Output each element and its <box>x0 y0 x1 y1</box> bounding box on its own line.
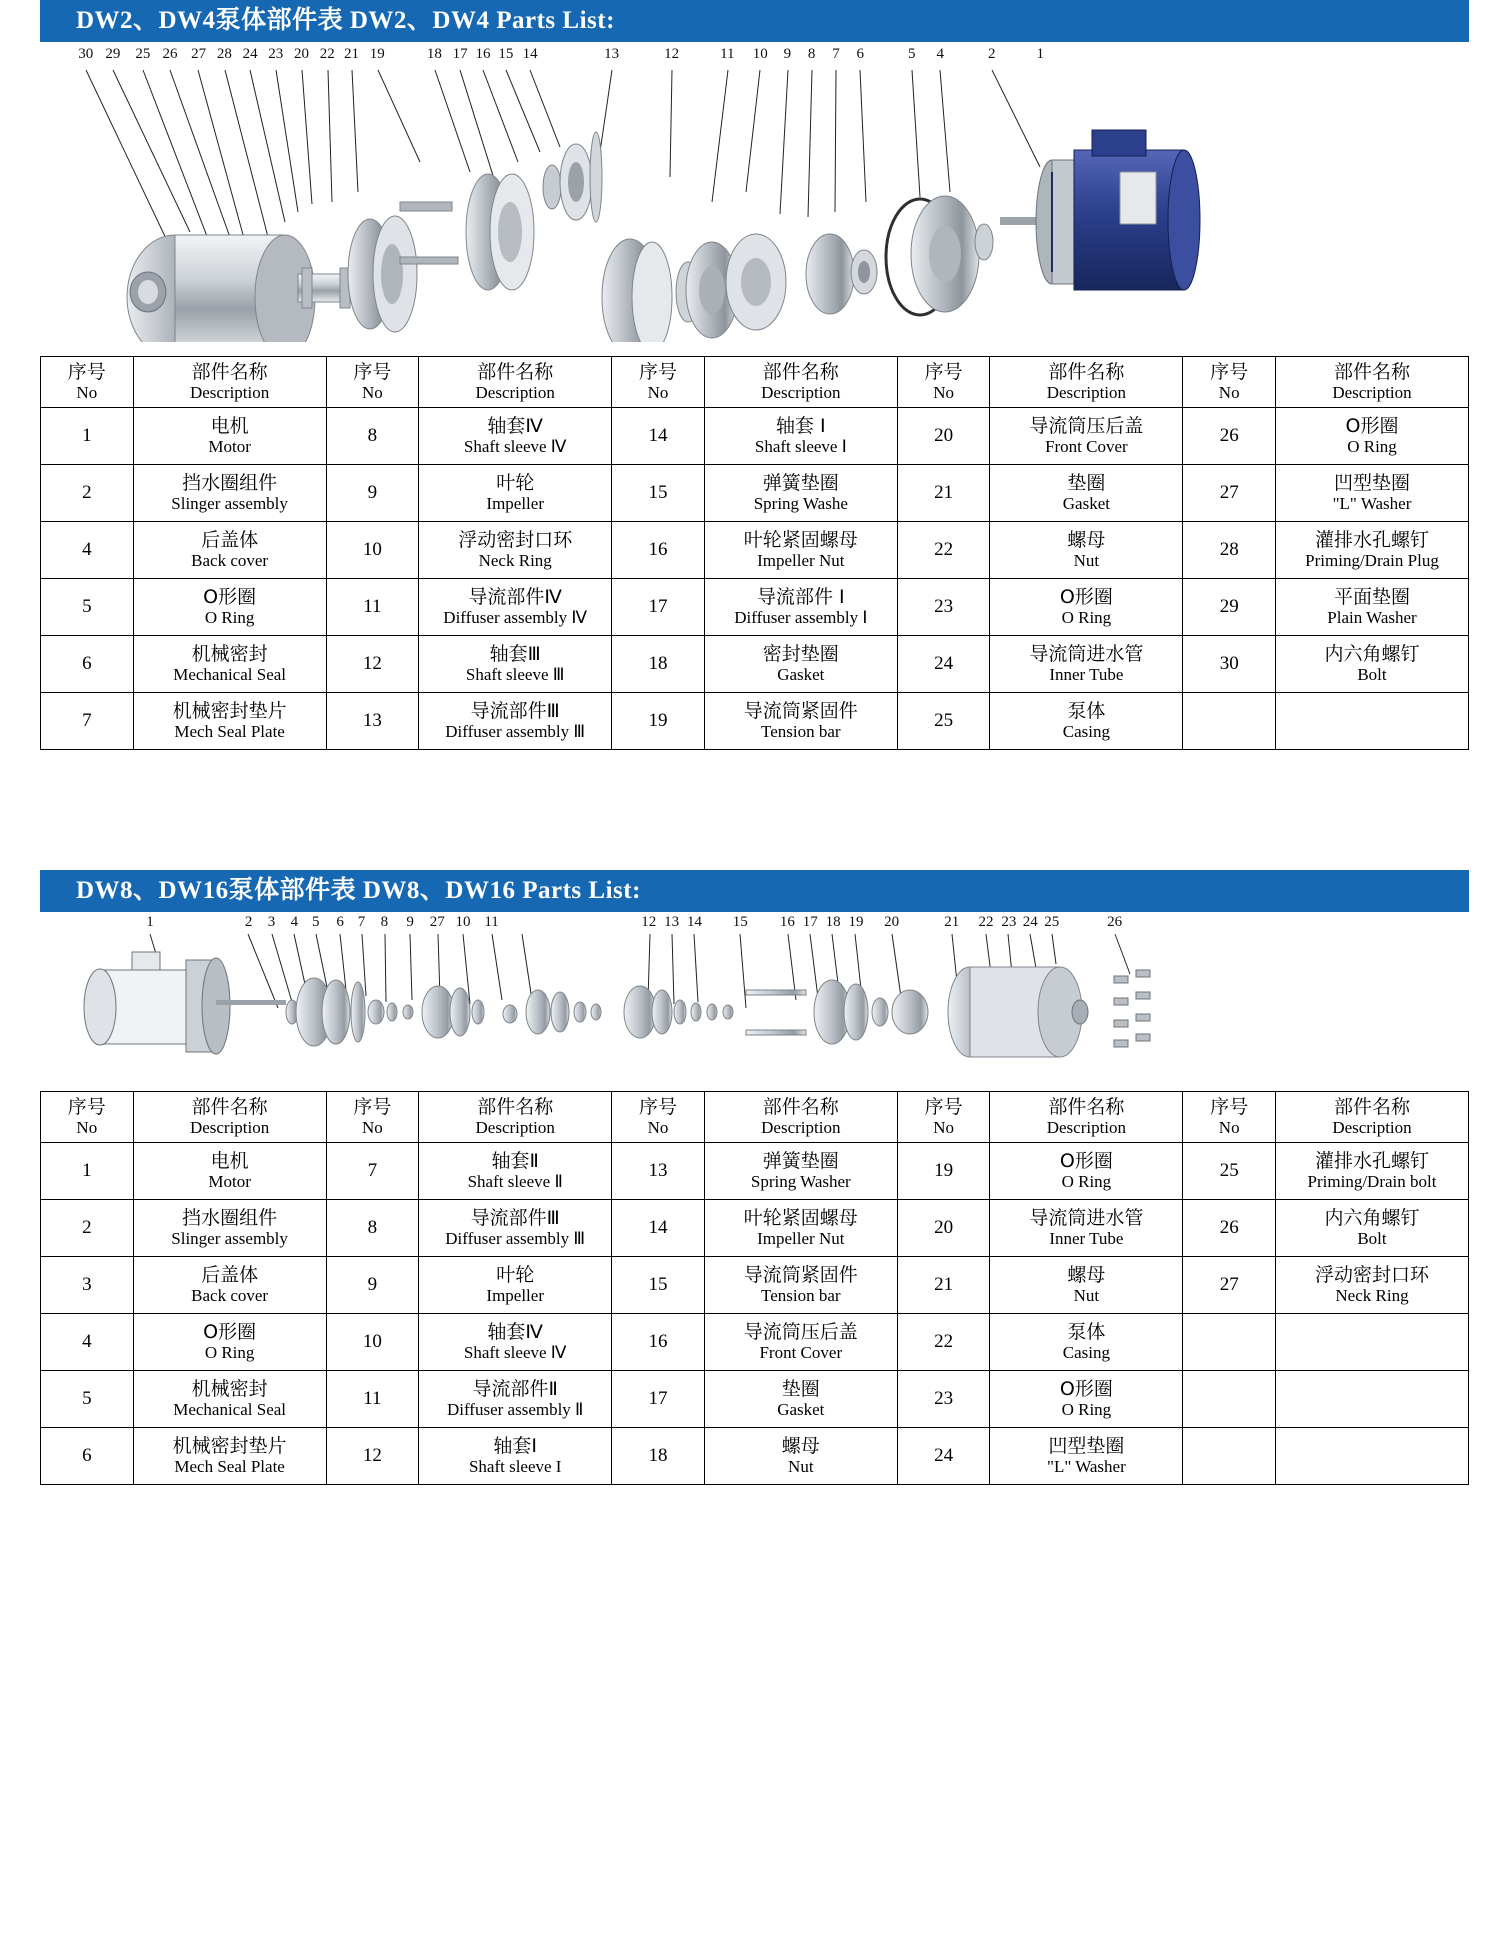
part-desc: 轴套Ⅳ Shaft sleeve Ⅳ <box>419 1314 612 1371</box>
part-no: 13 <box>612 1143 705 1200</box>
part-no: 5 <box>41 579 134 636</box>
part-desc: 轴套Ⅳ Shaft sleeve Ⅳ <box>419 408 612 465</box>
header-desc-4: 部件名称 Description <box>990 1092 1183 1143</box>
callout-9: 9 <box>406 914 414 930</box>
callout-6: 6 <box>336 914 344 930</box>
part-no: 12 <box>326 1428 419 1485</box>
part-desc: 导流筒压后盖 Front Cover <box>990 408 1183 465</box>
callout-17: 17 <box>802 914 818 930</box>
part-desc: 叶轮紧固螺母 Impeller Nut <box>704 522 897 579</box>
section-header-text: DW2、DW4泵体部件表 DW2、DW4 Parts List: <box>76 7 615 34</box>
part-no: 5 <box>41 1371 134 1428</box>
part-no: 16 <box>612 1314 705 1371</box>
section-header-dw8-dw16 <box>40 870 1469 912</box>
part-desc: 垫圈 Gasket <box>990 465 1183 522</box>
callout-19: 19 <box>369 46 385 62</box>
part-desc: 挡水圈组件 Slinger assembly <box>133 465 326 522</box>
callout-11: 11 <box>720 46 735 62</box>
part-no: 23 <box>897 1371 990 1428</box>
part-desc: 轴套Ⅱ Shaft sleeve Ⅱ <box>419 1143 612 1200</box>
part-no: 2 <box>41 465 134 522</box>
part-desc: O形圈 O Ring <box>990 1371 1183 1428</box>
part-desc: 导流部件Ⅱ Diffuser assembly Ⅱ <box>419 1371 612 1428</box>
callout-17: 17 <box>452 46 468 62</box>
part-desc <box>1276 1314 1469 1371</box>
part-no: 17 <box>612 579 705 636</box>
callout-2: 2 <box>244 914 253 930</box>
part-no: 19 <box>897 1143 990 1200</box>
part-desc: 轴套Ⅰ Shaft sleeve I <box>419 1428 612 1485</box>
part-desc: 灌排水孔螺钉 Priming/Drain bolt <box>1276 1143 1469 1200</box>
part-no: 4 <box>41 522 134 579</box>
part-no: 16 <box>612 522 705 579</box>
part-no: 10 <box>326 1314 419 1371</box>
front-cover-graphic <box>886 196 993 315</box>
part-desc: 导流部件Ⅲ Diffuser assembly Ⅲ <box>419 1200 612 1257</box>
header-desc-3: 部件名称 Description <box>704 1092 897 1143</box>
part-desc: 导流筒进水管 Inner Tube <box>990 636 1183 693</box>
part-desc: 弹簧垫圈 Spring Washe <box>704 465 897 522</box>
part-desc: 后盖体 Back cover <box>133 522 326 579</box>
part-desc: 轴套 Ⅰ Shaft sleeve Ⅰ <box>704 408 897 465</box>
part-desc: 螺母 Nut <box>990 522 1183 579</box>
part-desc: 叶轮紧固螺母 Impeller Nut <box>704 1200 897 1257</box>
part-no: 1 <box>41 408 134 465</box>
pump-casing-graphic <box>127 235 315 342</box>
callout-2: 2 <box>987 46 996 62</box>
callout-27: 27 <box>429 914 445 930</box>
callout-12: 12 <box>641 914 657 930</box>
part-desc: 叶轮 Impeller <box>419 1257 612 1314</box>
header-desc-1: 部件名称 Description <box>133 357 326 408</box>
part-desc: 电机 Motor <box>133 408 326 465</box>
table-row <box>41 1257 1469 1314</box>
callout-10: 10 <box>455 914 471 930</box>
table-row <box>41 579 1469 636</box>
callout-4: 4 <box>290 914 299 930</box>
part-no: 13 <box>326 693 419 750</box>
part-desc: O形圈 O Ring <box>133 579 326 636</box>
callout-1: 1 <box>1036 46 1045 62</box>
parts-table-dw8-dw16 <box>40 1091 1469 1485</box>
part-no <box>1183 1314 1276 1371</box>
callout-8: 8 <box>807 46 816 62</box>
section-header-text: DW8、DW16泵体部件表 DW8、DW16 Parts List: <box>76 877 641 904</box>
callout-19: 19 <box>848 914 864 930</box>
part-no: 6 <box>41 636 134 693</box>
part-no: 24 <box>897 1428 990 1485</box>
part-desc <box>1276 693 1469 750</box>
callout-13: 13 <box>664 914 680 930</box>
callout-16: 16 <box>475 46 491 62</box>
part-no: 22 <box>897 522 990 579</box>
table-row <box>41 1314 1469 1371</box>
part-desc: 垫圈 Gasket <box>704 1371 897 1428</box>
motor-graphic <box>1000 130 1200 290</box>
header-desc-2: 部件名称 Description <box>419 1092 612 1143</box>
callout-9: 9 <box>783 46 792 62</box>
header-no-4: 序号 No <box>897 1092 990 1143</box>
part-no: 29 <box>1183 579 1276 636</box>
callout-22: 22 <box>319 46 335 62</box>
table-row <box>41 636 1469 693</box>
part-no <box>1183 693 1276 750</box>
callout-1: 1 <box>146 914 154 930</box>
header-desc-2: 部件名称 Description <box>419 357 612 408</box>
part-no: 8 <box>326 408 419 465</box>
header-desc-5: 部件名称 Description <box>1276 1092 1469 1143</box>
part-desc: 轴套Ⅲ Shaft sleeve Ⅲ <box>419 636 612 693</box>
part-no: 17 <box>612 1371 705 1428</box>
part-desc: 浮动密封口环 Neck Ring <box>419 522 612 579</box>
part-desc: 机械密封垫片 Mech Seal Plate <box>133 693 326 750</box>
part-desc <box>1276 1428 1469 1485</box>
callout-7: 7 <box>357 914 366 930</box>
part-no: 15 <box>612 465 705 522</box>
table-row <box>41 1371 1469 1428</box>
callout-15: 15 <box>498 46 514 62</box>
part-no: 21 <box>897 1257 990 1314</box>
header-no-2: 序号 No <box>326 1092 419 1143</box>
part-no: 10 <box>326 522 419 579</box>
part-desc: 导流筒紧固件 Tension bar <box>704 1257 897 1314</box>
part-desc: 平面垫圈 Plain Washer <box>1276 579 1469 636</box>
header-no-5: 序号 No <box>1183 1092 1276 1143</box>
callout-21: 21 <box>944 914 960 930</box>
callout-27: 27 <box>191 46 207 62</box>
header-no-5: 序号 No <box>1183 357 1276 408</box>
callout-6: 6 <box>856 46 864 62</box>
exploded-view-illustration-1 <box>40 42 1469 342</box>
part-no: 19 <box>612 693 705 750</box>
header-desc-1: 部件名称 Description <box>133 1092 326 1143</box>
part-no: 30 <box>1183 636 1276 693</box>
callout-5: 5 <box>312 914 320 930</box>
callout-26: 26 <box>162 46 178 62</box>
part-no: 3 <box>41 1257 134 1314</box>
header-desc-4: 部件名称 Description <box>990 357 1183 408</box>
part-desc <box>1276 1371 1469 1428</box>
part-no: 2 <box>41 1200 134 1257</box>
part-desc: 凹型垫圈 "L" Washer <box>1276 465 1469 522</box>
callout-7: 7 <box>832 46 840 62</box>
part-no <box>1183 1371 1276 1428</box>
part-desc: 导流部件 Ⅰ Diffuser assembly Ⅰ <box>704 579 897 636</box>
part-desc: 泵体 Casing <box>990 1314 1183 1371</box>
header-no-4: 序号 No <box>897 357 990 408</box>
part-desc: 后盖体 Back cover <box>133 1257 326 1314</box>
diffuser-assembly-graphic <box>348 132 602 332</box>
part-no: 6 <box>41 1428 134 1485</box>
table-row <box>41 408 1469 465</box>
part-no: 15 <box>612 1257 705 1314</box>
header-no-1: 序号 No <box>41 357 134 408</box>
part-no: 22 <box>897 1314 990 1371</box>
part-no: 24 <box>897 636 990 693</box>
part-desc: 螺母 Nut <box>704 1428 897 1485</box>
part-desc: 导流筒进水管 Inner Tube <box>990 1200 1183 1257</box>
part-desc: 机械密封 Mechanical Seal <box>133 636 326 693</box>
part-desc: 密封垫圈 Gasket <box>704 636 897 693</box>
part-no: 20 <box>897 408 990 465</box>
part-desc: 内六角螺钉 Bolt <box>1276 1200 1469 1257</box>
part-no: 18 <box>612 636 705 693</box>
part-desc: O形圈 O Ring <box>990 579 1183 636</box>
part-desc: O形圈 O Ring <box>133 1314 326 1371</box>
part-desc: 浮动密封口环 Neck Ring <box>1276 1257 1469 1314</box>
header-no-2: 序号 No <box>326 357 419 408</box>
part-no: 8 <box>326 1200 419 1257</box>
callout-20: 20 <box>294 46 309 62</box>
part-desc: 灌排水孔螺钉 Priming/Drain Plug <box>1276 522 1469 579</box>
section-spacer <box>40 750 1469 870</box>
callout-12: 12 <box>664 46 680 62</box>
part-desc: 导流筒紧固件 Tension bar <box>704 693 897 750</box>
part-no: 14 <box>612 408 705 465</box>
header-no-1: 序号 No <box>41 1092 134 1143</box>
exploded-view-illustration-2 <box>40 912 1469 1077</box>
part-no: 9 <box>326 1257 419 1314</box>
callout-11: 11 <box>484 914 499 930</box>
section-header-dw2-dw4 <box>40 0 1469 42</box>
part-desc: 电机 Motor <box>133 1143 326 1200</box>
part-desc: 导流部件Ⅳ Diffuser assembly Ⅳ <box>419 579 612 636</box>
callout-28: 28 <box>216 46 232 62</box>
part-no: 20 <box>897 1200 990 1257</box>
header-no-3: 序号 No <box>612 1092 705 1143</box>
parts-table-dw2-dw4 <box>40 356 1469 750</box>
part-no: 4 <box>41 1314 134 1371</box>
impeller-group-graphic <box>602 234 877 342</box>
callout-14: 14 <box>686 914 702 930</box>
callout-25: 25 <box>1044 914 1060 930</box>
part-desc: 导流筒压后盖 Front Cover <box>704 1314 897 1371</box>
callout-24: 24 <box>242 46 258 62</box>
callout-20: 20 <box>884 914 900 930</box>
callout-22: 22 <box>978 914 994 930</box>
table-header-row <box>41 357 1469 408</box>
part-desc: O形圈 O Ring <box>990 1143 1183 1200</box>
callout-23: 23 <box>268 46 284 62</box>
part-desc: 弹簧垫圈 Spring Washer <box>704 1143 897 1200</box>
callout-21: 21 <box>344 46 360 62</box>
callout-14: 14 <box>522 46 538 62</box>
part-desc: 导流部件Ⅲ Diffuser assembly Ⅲ <box>419 693 612 750</box>
part-no: 27 <box>1183 465 1276 522</box>
part-desc: 螺母 Nut <box>990 1257 1183 1314</box>
table-row <box>41 1200 1469 1257</box>
callout-18: 18 <box>825 914 841 930</box>
part-desc: 叶轮 Impeller <box>419 465 612 522</box>
part-no: 11 <box>326 579 419 636</box>
table-header-row <box>41 1092 1469 1143</box>
part-no: 25 <box>1183 1143 1276 1200</box>
table-row <box>41 465 1469 522</box>
callout-8: 8 <box>380 914 389 930</box>
part-desc: 挡水圈组件 Slinger assembly <box>133 1200 326 1257</box>
part-desc: 泵体 Casing <box>990 693 1183 750</box>
part-desc: 凹型垫圈 "L" Washer <box>990 1428 1183 1485</box>
part-desc: 机械密封 Mechanical Seal <box>133 1371 326 1428</box>
part-no: 28 <box>1183 522 1276 579</box>
part-no: 12 <box>326 636 419 693</box>
part-no: 9 <box>326 465 419 522</box>
callout-5: 5 <box>907 46 916 62</box>
part-no: 21 <box>897 465 990 522</box>
part-desc: 内六角螺钉 Bolt <box>1276 636 1469 693</box>
callout-18: 18 <box>426 46 442 62</box>
part-no: 7 <box>41 693 134 750</box>
motor-graphic-2 <box>84 952 286 1054</box>
part-no: 7 <box>326 1143 419 1200</box>
part-no: 11 <box>326 1371 419 1428</box>
callout-10: 10 <box>752 46 768 62</box>
callout-15: 15 <box>732 914 748 930</box>
header-desc-3: 部件名称 Description <box>704 357 897 408</box>
callout-25: 25 <box>135 46 151 62</box>
parts-stack-graphic <box>286 978 928 1046</box>
casing-graphic-2 <box>948 967 1088 1057</box>
table-row <box>41 1143 1469 1200</box>
exploded-diagram-dw2-dw4 <box>40 42 1469 342</box>
table-row <box>41 693 1469 750</box>
callout-3: 3 <box>267 914 276 930</box>
part-desc: O形圈 O Ring <box>1276 408 1469 465</box>
callout-29: 29 <box>105 46 121 62</box>
part-no: 18 <box>612 1428 705 1485</box>
part-no: 23 <box>897 579 990 636</box>
table-row <box>41 522 1469 579</box>
bolts-graphic <box>1114 970 1150 1047</box>
part-no: 14 <box>612 1200 705 1257</box>
callout-13: 13 <box>604 46 620 62</box>
callout-24: 24 <box>1022 914 1038 930</box>
callout-26: 26 <box>1107 914 1123 930</box>
callout-16: 16 <box>779 914 795 930</box>
part-no <box>1183 1428 1276 1485</box>
callout-23: 23 <box>1001 914 1017 930</box>
part-no: 26 <box>1183 408 1276 465</box>
table-row <box>41 1428 1469 1485</box>
part-no: 26 <box>1183 1200 1276 1257</box>
header-no-3: 序号 No <box>612 357 705 408</box>
part-desc: 机械密封垫片 Mech Seal Plate <box>133 1428 326 1485</box>
exploded-diagram-dw8-dw16 <box>40 912 1469 1077</box>
callout-30: 30 <box>78 46 94 62</box>
part-no: 27 <box>1183 1257 1276 1314</box>
part-no: 25 <box>897 693 990 750</box>
header-desc-5: 部件名称 Description <box>1276 357 1469 408</box>
part-no: 1 <box>41 1143 134 1200</box>
callout-4: 4 <box>936 46 945 62</box>
